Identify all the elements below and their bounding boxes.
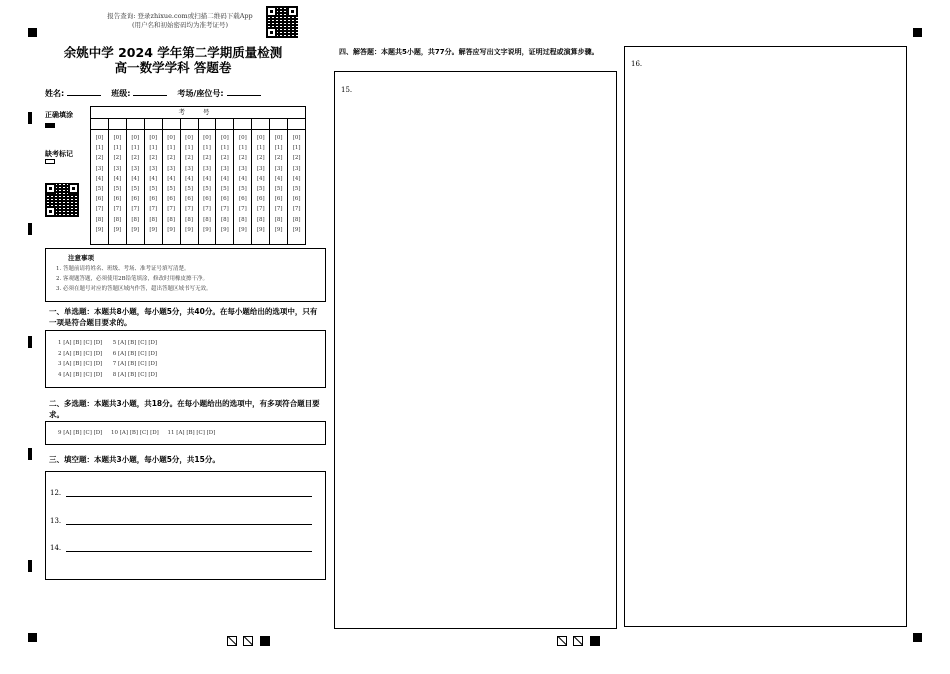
page-marker-icon (590, 636, 600, 646)
digit-bubble[interactable]: [4] (185, 175, 193, 182)
digit-bubble[interactable]: [4] (292, 175, 301, 182)
section1-heading: 一、单选题：本题共8小题，每小题5分，共40分。在每小题给出的选项中，只有一项是符合题目要求的。 (49, 307, 318, 327)
exam-id-title: 考 号 (91, 107, 305, 119)
exam-id-grid (90, 106, 306, 245)
digit-bubble[interactable]: [6] (292, 196, 301, 203)
exam-id-write-cell[interactable] (270, 119, 288, 129)
digit-bubble[interactable]: [0] (221, 135, 229, 141)
digit-bubble[interactable]: [6] (131, 196, 140, 203)
digit-bubble[interactable]: [5] (221, 186, 229, 193)
digit-bubble[interactable]: [1] (221, 145, 229, 152)
choice-row[interactable]: 3 [A] [B] [C] [D] 7 [A] [B] [C] [D] (58, 361, 158, 367)
digit-bubble[interactable]: [7] (221, 206, 229, 213)
side-tick (28, 336, 32, 348)
digit-bubble[interactable]: [3] (185, 165, 193, 172)
digit-bubble[interactable]: [7] (113, 206, 122, 213)
digit-bubble[interactable]: [0] (149, 135, 158, 141)
digit-bubble[interactable]: [1] (238, 145, 247, 152)
notes-item: 1. 答题前请将姓名、班级、考场、准考证号填写清楚。 (56, 266, 190, 272)
digit-bubble[interactable]: [2] (221, 155, 229, 162)
fill-blank-12[interactable]: 12. (50, 488, 312, 497)
digit-bubble[interactable]: [5] (95, 186, 104, 193)
corner-marker (913, 28, 922, 37)
digit-bubble[interactable]: [8] (292, 216, 301, 223)
exam-id-column (216, 130, 234, 245)
exam-id-write-cell[interactable] (252, 119, 270, 129)
digit-bubble[interactable]: [7] (167, 206, 176, 213)
title-line2: 高一数学学科 答题卷 (114, 60, 232, 75)
notes-item: 3. 必须在题号对应的答题区域内作答，超出答题区域书写无效。 (56, 286, 212, 292)
digit-bubble[interactable]: [1] (167, 145, 176, 152)
filled-example-icon (45, 123, 55, 128)
digit-bubble[interactable]: [8] (131, 216, 140, 223)
digit-bubble[interactable]: [7] (185, 206, 193, 213)
digit-bubble[interactable]: [4] (238, 175, 247, 182)
student-qr-icon (45, 183, 79, 217)
exam-id-write-cell[interactable] (181, 119, 199, 129)
digit-bubble[interactable]: [0] (274, 135, 283, 141)
exam-id-write-cell[interactable] (109, 119, 127, 129)
digit-bubble[interactable]: [8] (95, 216, 104, 223)
page-title (42, 45, 304, 75)
answer-area-16[interactable] (624, 46, 907, 627)
digit-bubble[interactable]: [2] (292, 155, 301, 162)
digit-bubble[interactable]: [2] (131, 155, 140, 162)
digit-bubble[interactable]: [5] (292, 186, 301, 193)
digit-bubble[interactable]: [4] (149, 175, 158, 182)
exam-id-write-cell[interactable] (199, 119, 217, 129)
digit-bubble[interactable]: [3] (113, 165, 122, 172)
digit-bubble[interactable]: [8] (113, 216, 122, 223)
side-tick (28, 448, 32, 460)
corner-marker (913, 633, 922, 642)
digit-bubble[interactable]: [0] (113, 135, 122, 141)
digit-bubble[interactable]: [9] (292, 226, 301, 233)
page-marker-icon (573, 636, 583, 646)
digit-bubble[interactable]: [2] (274, 155, 283, 162)
student-info (45, 88, 261, 99)
title-line1: 余姚中学 2024 学年第二学期质量检测 (63, 45, 283, 60)
section1-answer-box[interactable] (45, 330, 326, 388)
digit-bubble[interactable]: [7] (203, 206, 211, 213)
digit-bubble[interactable]: [3] (149, 165, 158, 172)
digit-bubble[interactable]: [5] (238, 186, 247, 193)
digit-bubble[interactable]: [0] (131, 135, 140, 141)
answer-area-15[interactable] (334, 71, 617, 629)
digit-bubble[interactable]: [1] (113, 145, 122, 152)
digit-bubble[interactable]: [0] (95, 135, 104, 141)
exam-id-column (288, 130, 305, 245)
digit-bubble[interactable]: [8] (256, 216, 265, 223)
exam-id-column (163, 130, 181, 245)
digit-bubble[interactable]: [0] (167, 135, 176, 141)
report-hint (85, 12, 275, 30)
digit-bubble[interactable]: [2] (167, 155, 176, 162)
hint-line1: 报告查询: 登录zhixue.com或扫描二维码下载App (107, 12, 253, 20)
digit-bubble[interactable]: [8] (221, 216, 229, 223)
digit-bubble[interactable]: [9] (274, 226, 283, 233)
exam-id-write-cell[interactable] (127, 119, 145, 129)
digit-bubble[interactable]: [2] (185, 155, 193, 162)
digit-bubble[interactable]: [1] (256, 145, 265, 152)
digit-bubble[interactable]: [7] (95, 206, 104, 213)
side-tick (28, 223, 32, 235)
digit-bubble[interactable]: [1] (149, 145, 158, 152)
exam-id-column (109, 130, 127, 245)
digit-bubble[interactable]: [7] (149, 206, 158, 213)
digit-bubble[interactable]: [5] (274, 186, 283, 193)
side-tick (28, 560, 32, 572)
exam-id-bubbles[interactable] (91, 130, 305, 245)
exam-id-column (234, 130, 252, 245)
digit-bubble[interactable]: [6] (95, 196, 104, 203)
exam-id-write-cell[interactable] (234, 119, 252, 129)
exam-id-column (181, 130, 199, 245)
digit-bubble[interactable]: [0] (185, 135, 193, 141)
digit-bubble[interactable]: [2] (149, 155, 158, 162)
digit-bubble[interactable]: [5] (256, 186, 265, 193)
section2-answer-box[interactable] (45, 421, 326, 445)
notes-heading: 注意事项 (68, 254, 94, 262)
question-15-label: 15. (341, 86, 353, 94)
digit-bubble[interactable]: [1] (131, 145, 140, 152)
digit-bubble[interactable]: [1] (274, 145, 283, 152)
digit-bubble[interactable]: [5] (113, 186, 122, 193)
hint-line2: (用户名和初始密码均为准考证号) (131, 21, 229, 29)
digit-bubble[interactable]: [7] (256, 206, 265, 213)
digit-bubble[interactable]: [6] (238, 196, 247, 203)
section2-heading: 二、多选题：本题共3小题，共18分。在每小题给出的选项中，有多项符合题目要求。 (49, 399, 320, 419)
digit-bubble[interactable]: [4] (167, 175, 176, 182)
corner-marker (28, 633, 37, 642)
digit-bubble[interactable]: [4] (131, 175, 140, 182)
digit-bubble[interactable]: [9] (238, 226, 247, 233)
digit-bubble[interactable]: [3] (95, 165, 104, 172)
digit-bubble[interactable]: [4] (95, 175, 104, 182)
notes-item: 2. 客观题答题，必须使用2B铅笔填涂，修改时用橡皮擦干净。 (56, 276, 209, 282)
digit-bubble[interactable]: [6] (167, 196, 176, 203)
exam-id-column (91, 130, 109, 245)
digit-bubble[interactable]: [0] (203, 135, 211, 141)
digit-bubble[interactable]: [3] (274, 165, 283, 172)
exam-id-column (270, 130, 288, 245)
digit-bubble[interactable]: [1] (292, 145, 301, 152)
name-field[interactable]: 姓名: (45, 88, 101, 99)
digit-bubble[interactable]: [5] (203, 186, 211, 193)
digit-bubble[interactable]: [9] (256, 226, 265, 233)
page-marker-icon (227, 636, 237, 646)
digit-bubble[interactable]: [8] (185, 216, 193, 223)
digit-bubble[interactable]: [2] (238, 155, 247, 162)
digit-bubble[interactable]: [3] (167, 165, 176, 172)
digit-bubble[interactable]: [3] (256, 165, 265, 172)
digit-bubble[interactable]: [3] (292, 165, 301, 172)
exam-id-write-row[interactable] (91, 119, 305, 130)
digit-bubble[interactable]: [6] (274, 196, 283, 203)
digit-bubble[interactable]: [9] (221, 226, 229, 233)
choice-row[interactable]: 1 [A] [B] [C] [D] 5 [A] [B] [C] [D] (58, 340, 158, 346)
room-seat-field[interactable]: 考场/座位号: (177, 88, 260, 99)
exam-id-write-cell[interactable] (91, 119, 109, 129)
exam-id-write-cell[interactable] (216, 119, 234, 129)
digit-bubble[interactable]: [1] (185, 145, 193, 152)
digit-bubble[interactable]: [2] (113, 155, 122, 162)
exam-id-column (199, 130, 217, 245)
exam-id-column (252, 130, 270, 245)
digit-bubble[interactable]: [7] (238, 206, 247, 213)
digit-bubble[interactable]: [4] (256, 175, 265, 182)
digit-bubble[interactable]: [3] (221, 165, 229, 172)
digit-bubble[interactable]: [9] (149, 226, 158, 233)
side-tick (28, 112, 32, 124)
absent-mark-label: 缺考标记 (45, 150, 73, 158)
exam-id-column (145, 130, 163, 245)
digit-bubble[interactable]: [7] (274, 206, 283, 213)
question-16-label: 16. (631, 60, 643, 68)
exam-id-column (127, 130, 145, 245)
digit-bubble[interactable]: [1] (95, 145, 104, 152)
digit-bubble[interactable]: [5] (131, 186, 140, 193)
digit-bubble[interactable]: [1] (203, 145, 211, 152)
digit-bubble[interactable]: [2] (95, 155, 104, 162)
exam-id-write-cell[interactable] (288, 119, 305, 129)
digit-bubble[interactable]: [7] (131, 206, 140, 213)
fill-blank-13[interactable]: 13. (50, 516, 312, 525)
correct-fill-label: 正确填涂 (45, 111, 73, 119)
digit-bubble[interactable]: [9] (113, 226, 122, 233)
digit-bubble[interactable]: [6] (203, 196, 211, 203)
corner-marker (28, 28, 37, 37)
digit-bubble[interactable]: [6] (113, 196, 122, 203)
class-field[interactable]: 班级: (111, 88, 167, 99)
section4-heading: 四、解答题：本题共5小题，共77分。解答应写出文字说明，证明过程或演算步骤。 (339, 48, 599, 56)
fill-blank-14[interactable]: 14. (50, 543, 312, 552)
digit-bubble[interactable]: [0] (238, 135, 247, 141)
digit-bubble[interactable]: [4] (274, 175, 283, 182)
digit-bubble[interactable]: [4] (203, 175, 211, 182)
page-marker-icon (260, 636, 270, 646)
digit-bubble[interactable]: [9] (185, 226, 193, 233)
digit-bubble[interactable]: [6] (185, 196, 193, 203)
digit-bubble[interactable]: [8] (203, 216, 211, 223)
page-marker-icon (557, 636, 567, 646)
digit-bubble[interactable]: [0] (256, 135, 265, 141)
digit-bubble[interactable]: [5] (149, 186, 158, 193)
digit-bubble[interactable]: [3] (238, 165, 247, 172)
notes-box (45, 248, 326, 302)
digit-bubble[interactable]: [4] (221, 175, 229, 182)
absent-checkbox[interactable] (45, 159, 55, 164)
choice-row[interactable]: 9 [A] [B] [C] [D] 10 [A] [B] [C] [D] 11 [A] [B] [C] [D] (58, 430, 216, 436)
digit-bubble[interactable]: [3] (203, 165, 211, 172)
digit-bubble[interactable]: [8] (167, 216, 176, 223)
digit-bubble[interactable]: [6] (256, 196, 265, 203)
digit-bubble[interactable]: [3] (131, 165, 140, 172)
choice-row[interactable]: 4 [A] [B] [C] [D] 8 [A] [B] [C] [D] (58, 371, 158, 378)
digit-bubble[interactable]: [9] (203, 226, 211, 233)
digit-bubble[interactable]: [5] (167, 186, 176, 193)
digit-bubble[interactable]: [4] (113, 175, 122, 182)
digit-bubble[interactable]: [2] (256, 155, 265, 162)
qr-code-icon (266, 6, 298, 38)
exam-id-write-cell[interactable] (145, 119, 163, 129)
digit-bubble[interactable]: [0] (292, 135, 301, 141)
digit-bubble[interactable]: [8] (238, 216, 247, 223)
digit-bubble[interactable]: [6] (221, 196, 229, 203)
section3-heading: 三、填空题：本题共3小题，每小题5分，共15分。 (49, 455, 220, 464)
digit-bubble[interactable]: [9] (95, 226, 104, 233)
digit-bubble[interactable]: [8] (149, 216, 158, 223)
digit-bubble[interactable]: [8] (274, 216, 283, 223)
digit-bubble[interactable]: [2] (203, 155, 211, 162)
exam-id-write-cell[interactable] (163, 119, 181, 129)
digit-bubble[interactable]: [9] (131, 226, 140, 233)
digit-bubble[interactable]: [5] (185, 186, 193, 193)
choice-row[interactable]: 2 [A] [B] [C] [D] 6 [A] [B] [C] [D] (58, 350, 158, 357)
digit-bubble[interactable]: [7] (292, 206, 301, 213)
digit-bubble[interactable]: [9] (167, 226, 176, 233)
digit-bubble[interactable]: [6] (149, 196, 158, 203)
page-marker-icon (243, 636, 253, 646)
